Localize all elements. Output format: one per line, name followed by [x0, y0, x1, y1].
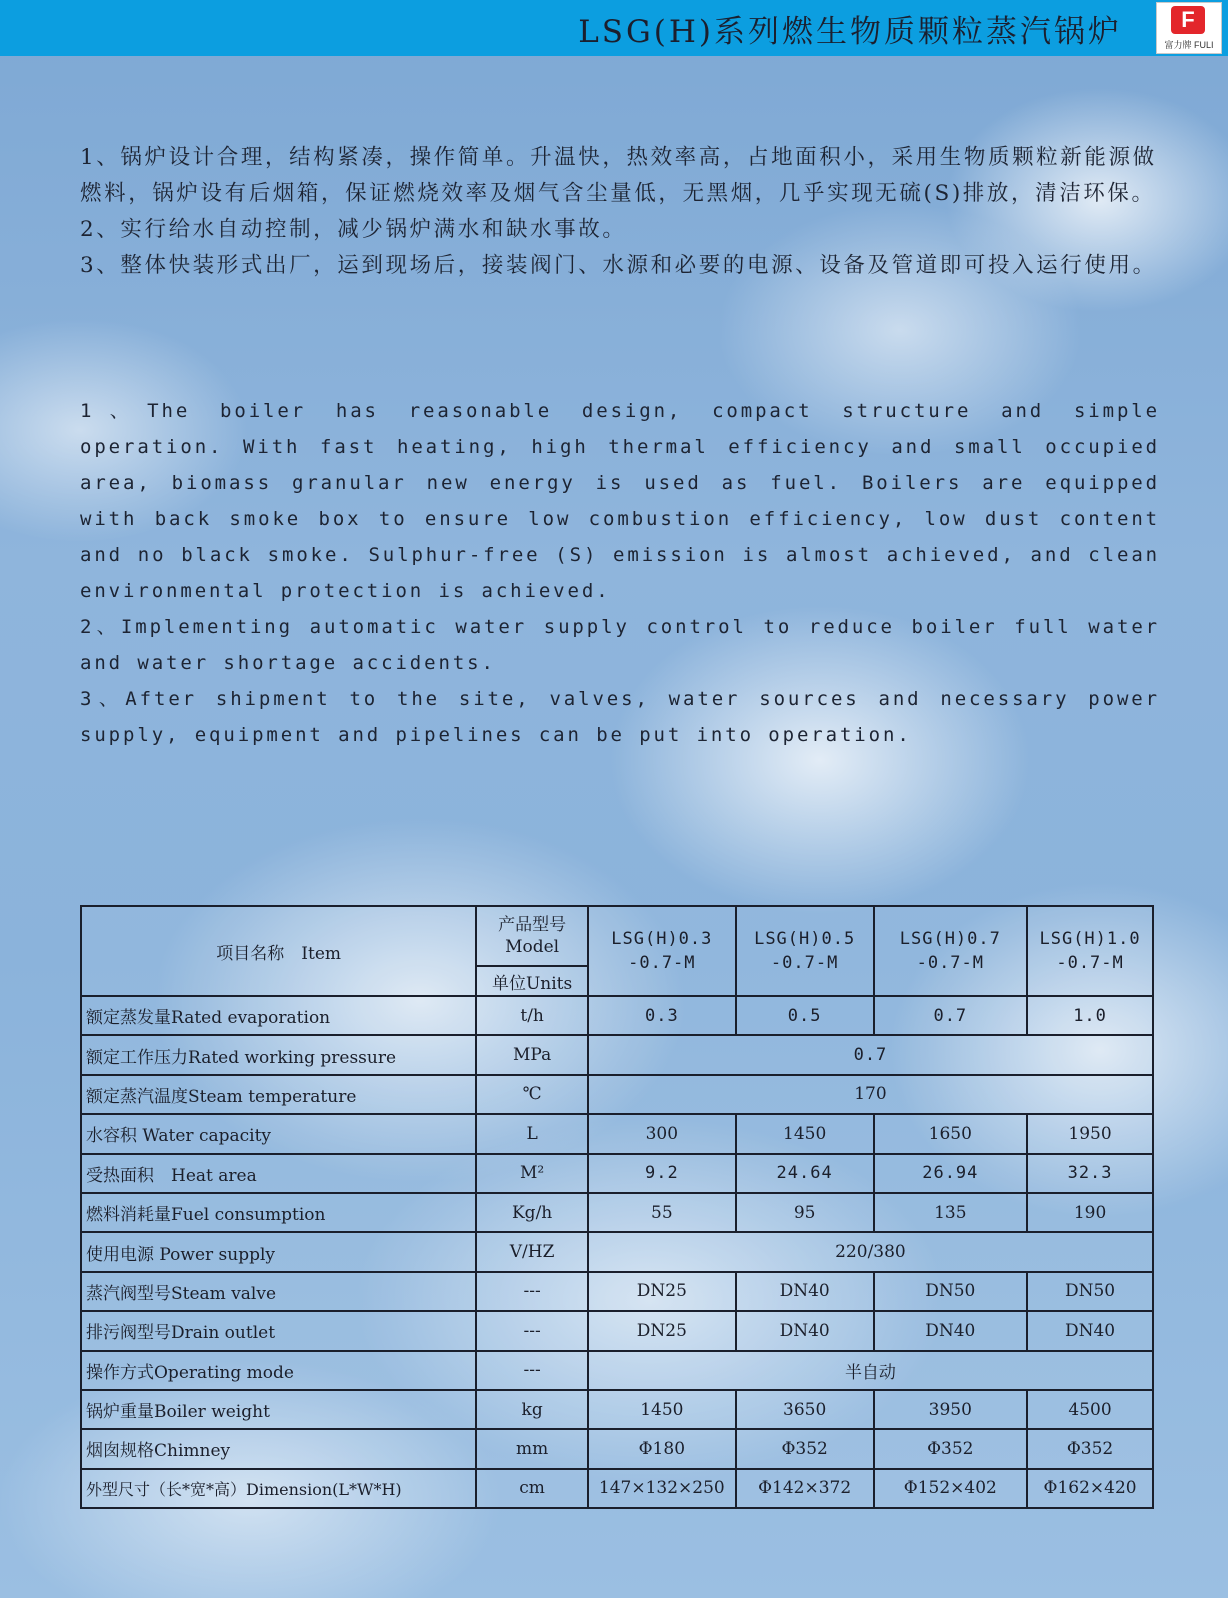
- page-title: LSG(H)系列燃生物质颗粒蒸汽锅炉: [578, 14, 1122, 50]
- spec-table: [80, 905, 1154, 1509]
- cell: 220/380: [588, 1232, 1153, 1271]
- row-unit: cm: [476, 1469, 588, 1508]
- cell: Φ162×420: [1027, 1469, 1153, 1508]
- row-label: 操作方式Operating mode: [81, 1351, 476, 1390]
- cell: 1450: [588, 1390, 736, 1429]
- row-label: 烟囱规格Chimney: [81, 1429, 476, 1468]
- item-header: 项目名称 Item: [81, 906, 476, 996]
- row-label: 蒸汽阀型号Steam valve: [81, 1272, 476, 1311]
- table-row: [81, 1351, 1153, 1390]
- row-label: 额定工作压力Rated working pressure: [81, 1035, 476, 1074]
- cell: Φ352: [736, 1429, 874, 1468]
- row-label: 外型尺寸（长*宽*高）Dimension(L*W*H): [81, 1469, 476, 1508]
- table-row: [81, 1193, 1153, 1232]
- cell: Φ180: [588, 1429, 736, 1468]
- intro-english: [80, 393, 1160, 753]
- table-row: [81, 1272, 1153, 1311]
- cell: Φ352: [1027, 1429, 1153, 1468]
- row-unit: t/h: [476, 996, 588, 1035]
- cell: DN40: [736, 1311, 874, 1350]
- cell: 300: [588, 1114, 736, 1153]
- cell: 95: [736, 1193, 874, 1232]
- table-row: [81, 1232, 1153, 1271]
- table-row: [81, 1035, 1153, 1074]
- row-unit: ---: [476, 1272, 588, 1311]
- cell: Φ152×402: [874, 1469, 1028, 1508]
- cell: 1.0: [1027, 996, 1153, 1035]
- logo-text: 富力牌 FULI: [1164, 40, 1214, 50]
- cell: 26.94: [874, 1154, 1028, 1193]
- cell: 4500: [1027, 1390, 1153, 1429]
- header-bar: [0, 0, 1228, 56]
- brand-logo: [1156, 2, 1222, 54]
- cell: 9.2: [588, 1154, 736, 1193]
- row-unit: Kg/h: [476, 1193, 588, 1232]
- cell: DN40: [1027, 1311, 1153, 1350]
- table-row: [81, 1311, 1153, 1350]
- cell: 55: [588, 1193, 736, 1232]
- cell: 147×132×250: [588, 1469, 736, 1508]
- row-label: 排污阀型号Drain outlet: [81, 1311, 476, 1350]
- intro-en-item: 2、Implementing automatic water supply control to reduce boiler full water and water shortage accidents.: [80, 616, 1160, 674]
- row-unit: M²: [476, 1154, 588, 1193]
- cell: 1950: [1027, 1114, 1153, 1153]
- table-row: [81, 996, 1153, 1035]
- row-label: 额定蒸发量Rated evaporation: [81, 996, 476, 1035]
- table-row: [81, 1075, 1153, 1114]
- cell: DN50: [1027, 1272, 1153, 1311]
- row-label: 额定蒸汽温度Steam temperature: [81, 1075, 476, 1114]
- cell: 0.5: [736, 996, 874, 1035]
- cell: 190: [1027, 1193, 1153, 1232]
- row-unit: ---: [476, 1351, 588, 1390]
- row-label: 受热面积 Heat area: [81, 1154, 476, 1193]
- intro-cn-item: 2、实行给水自动控制，减少锅炉满水和缺水事故。: [80, 217, 627, 242]
- table-row: [81, 1390, 1153, 1429]
- cell: 32.3: [1027, 1154, 1153, 1193]
- row-unit: kg: [476, 1390, 588, 1429]
- table-row: [81, 1469, 1153, 1508]
- logo-mark-icon: F: [1171, 6, 1205, 34]
- cell: DN40: [874, 1311, 1028, 1350]
- cell: 170: [588, 1075, 1153, 1114]
- row-label: 使用电源 Power supply: [81, 1232, 476, 1271]
- cell: Φ142×372: [736, 1469, 874, 1508]
- intro-chinese: [80, 140, 1160, 284]
- row-unit: L: [476, 1114, 588, 1153]
- intro-en-item: 3、After shipment to the site, valves, water sources and necessary power supply, equipment and pipelines can be put into operation.: [80, 688, 1160, 746]
- cell: 0.7: [874, 996, 1028, 1035]
- cell: DN40: [736, 1272, 874, 1311]
- cell: DN25: [588, 1311, 736, 1350]
- cell: 1450: [736, 1114, 874, 1153]
- table-header-row: [81, 906, 1153, 966]
- model-name: LSG(H)0.5 -0.7-M: [736, 906, 874, 996]
- model-header: 产品型号 Model: [476, 906, 588, 966]
- cell: 3650: [736, 1390, 874, 1429]
- row-label: 锅炉重量Boiler weight: [81, 1390, 476, 1429]
- cell: 0.3: [588, 996, 736, 1035]
- row-label: 水容积 Water capacity: [81, 1114, 476, 1153]
- cell: 0.7: [588, 1035, 1153, 1074]
- row-label: 燃料消耗量Fuel consumption: [81, 1193, 476, 1232]
- cell: DN25: [588, 1272, 736, 1311]
- table-row: [81, 1429, 1153, 1468]
- cell: DN50: [874, 1272, 1028, 1311]
- cell: Φ352: [874, 1429, 1028, 1468]
- model-name: LSG(H)0.3 -0.7-M: [588, 906, 736, 996]
- table-row: [81, 1114, 1153, 1153]
- model-name: LSG(H)1.0 -0.7-M: [1027, 906, 1153, 996]
- cell: 24.64: [736, 1154, 874, 1193]
- intro-cn-item: 1、锅炉设计合理，结构紧凑，操作简单。升温快，热效率高，占地面积小，采用生物质颗粒新能源做燃料，锅炉设有后烟箱，保证燃烧效率及烟气含尘量低，无黑烟，几乎实现无硫(S)排放，清洁环保。: [80, 145, 1157, 206]
- row-unit: V/HZ: [476, 1232, 588, 1271]
- row-unit: ---: [476, 1311, 588, 1350]
- cell: 半自动: [588, 1351, 1153, 1390]
- intro-cn-item: 3、整体快装形式出厂，运到现场后，接装阀门、水源和必要的电源、设备及管道即可投入运行使用。: [80, 253, 1157, 278]
- model-name: LSG(H)0.7 -0.7-M: [874, 906, 1028, 996]
- row-unit: mm: [476, 1429, 588, 1468]
- cell: 1650: [874, 1114, 1028, 1153]
- cell: 3950: [874, 1390, 1028, 1429]
- row-unit: MPa: [476, 1035, 588, 1074]
- row-unit: ℃: [476, 1075, 588, 1114]
- intro-en-item: 1、The boiler has reasonable design, compact structure and simple operation. With fast heating, high thermal efficiency and small occupied area, biomass granular new energy is used as fuel. Boilers are equipped with back smoke box to ensure low combustion efficiency, low dust content and no black smoke. Sulphur-free (S) emission is almost achieved, and clean environmental protection is achieved.: [80, 400, 1160, 602]
- cell: 135: [874, 1193, 1028, 1232]
- table-row: [81, 1154, 1153, 1193]
- units-header: 单位Units: [476, 966, 588, 996]
